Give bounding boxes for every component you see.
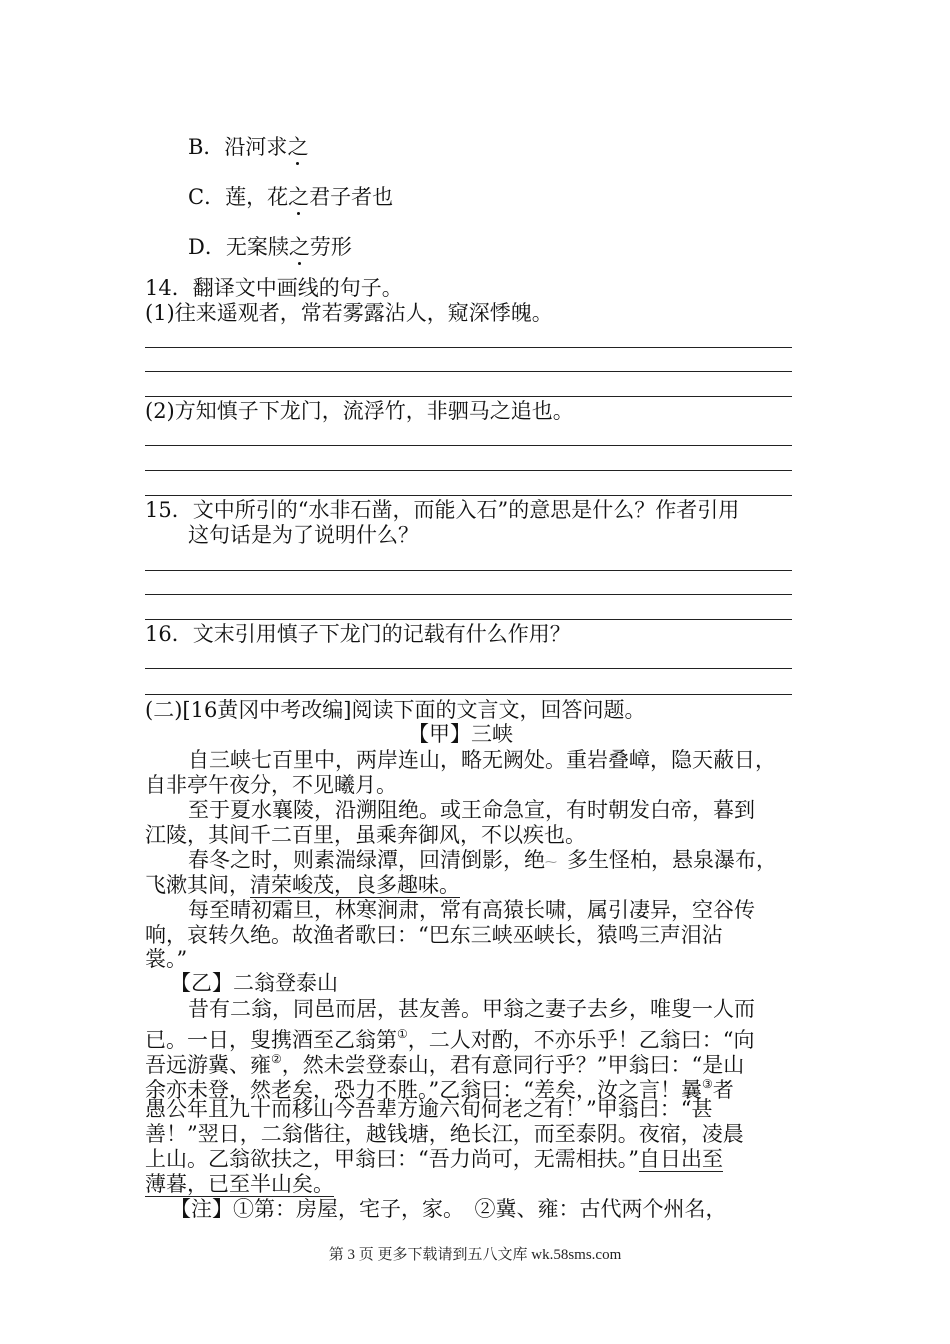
answer-line bbox=[145, 445, 792, 446]
page-footer: 第 3 页 更多下载请到五八文库 wk.58sms.com bbox=[328, 1247, 622, 1263]
passage-yi-text: 余亦未登，然老矣，恐力不胜。”乙翁曰：“差矣，汝之言！曩 bbox=[145, 1078, 702, 1102]
passage-yi-text: 上山。乙翁欲扶之，甲翁曰：“吾力尚可，无需相扶。” bbox=[145, 1147, 639, 1171]
q15-line-1: 15．文中所引的“水非石凿，而能入石”的意思是什么？作者引用 bbox=[145, 498, 740, 522]
option-d-post: 劳形 bbox=[309, 235, 352, 259]
q14-title: 14．翻译文中画线的句子。 bbox=[145, 276, 403, 300]
option-d-pre: D．无案牍 bbox=[188, 235, 289, 259]
passage-jia-text: 飞漱其间， bbox=[145, 873, 250, 897]
q14-sentence-1: (1)往来遥观者，常若雾露沾人，窥深悸魄。 bbox=[145, 301, 553, 325]
passage-yi-line: 善！”翌日，二翁偕往，越钱塘，绝长江，而至泰阴。夜宿，凌晨 bbox=[145, 1122, 744, 1146]
passage-jia-line: 江陵，其间千二百里，虽乘奔御风，不以疾也。 bbox=[145, 823, 586, 847]
passage-yi-line bbox=[145, 1146, 723, 1172]
option-d-dotted-char: 之 bbox=[288, 235, 310, 259]
passage-jia-text: 春冬之时，则素湍绿潭，回清倒影，绝 bbox=[188, 848, 545, 872]
passage-jia-line: 自非亭午夜分，不见曦月。 bbox=[145, 773, 397, 797]
footnote-ref: ③ bbox=[701, 1077, 713, 1091]
underlined-sentence: 薄暮，已至半山矣。 bbox=[145, 1172, 334, 1196]
answer-line bbox=[145, 694, 792, 695]
answer-line bbox=[145, 396, 792, 397]
option-c-dotted-char: 之 bbox=[288, 185, 310, 209]
option-b-pre: B．沿河求 bbox=[188, 135, 288, 159]
passage-yi-text: 者 bbox=[712, 1078, 734, 1102]
passage-yi-text: ，然未尝登泰山，君有意同行乎？”甲翁曰：“是山 bbox=[281, 1053, 745, 1077]
passage-jia-line bbox=[145, 872, 460, 898]
underlined-sentence: 自日出至 bbox=[638, 1147, 723, 1171]
passage-yi-title: 【乙】二翁登泰山 bbox=[170, 971, 338, 995]
annotation-note: 【注】①第：房屋，宅子，家。 ②冀、雍：古代两个州名， bbox=[170, 1197, 727, 1221]
answer-line bbox=[145, 668, 792, 669]
footnote-ref: ② bbox=[271, 1052, 282, 1066]
passage-yi-text: 吾远游冀、雍 bbox=[145, 1053, 271, 1077]
q14-sentence-2: (2)方知慎子下龙门，流浮竹，非驷马之追也。 bbox=[145, 399, 574, 423]
passage-yi-line: 昔有二翁，同邑而居，甚友善。甲翁之妻子去乡，唯叟一人而 bbox=[188, 997, 755, 1021]
passage-jia-line: 响，哀转久绝。故渔者歌曰：“巴东三峡巫峡长，猿鸣三声泪沾 bbox=[145, 923, 723, 947]
wave-mark-icon: ⁓ bbox=[545, 854, 557, 869]
underlined-sentence: 清荣峻茂，良多趣味。 bbox=[250, 873, 460, 897]
footnote-ref: ① bbox=[397, 1027, 408, 1041]
answer-line bbox=[145, 570, 792, 571]
passage-jia-line bbox=[188, 847, 777, 875]
passage-jia-line: 每至晴初霜旦，林寒涧肃，常有高猿长啸，属引凄异，空谷传 bbox=[188, 898, 755, 922]
option-c-post: 君子者也 bbox=[309, 185, 394, 209]
q16-line-1: 16．文末引用慎子下龙门的记载有什么作用？ bbox=[145, 622, 571, 646]
passage-jia-line: 裳。” bbox=[145, 947, 188, 971]
passage-yi-line bbox=[145, 1171, 334, 1197]
passage-jia-line: 自三峡七百里中，两岸连山，略无阙处。重岩叠嶂，隐天蔽日， bbox=[188, 748, 776, 772]
passage-jia-text: 多生怪柏，悬泉瀑布， bbox=[567, 848, 777, 872]
passage-yi-line: 愚公年且九十而移山今吾辈方逾六旬何老之有！”甲翁曰：“甚 bbox=[145, 1097, 713, 1121]
option-b bbox=[188, 134, 308, 160]
q15-line-2: 这句话是为了说明什么？ bbox=[188, 523, 419, 547]
option-d bbox=[188, 234, 352, 260]
option-c bbox=[188, 184, 393, 210]
answer-line bbox=[145, 371, 792, 372]
answer-line bbox=[145, 495, 792, 496]
answer-line bbox=[145, 594, 792, 595]
passage-yi-text: 已。一日，叟携酒至乙翁第 bbox=[145, 1028, 397, 1052]
option-b-dotted-char: 之 bbox=[287, 135, 309, 159]
answer-line bbox=[145, 470, 792, 471]
passage-yi-text: ，二人对酌，不亦乐乎！乙翁曰：“向 bbox=[407, 1028, 755, 1052]
answer-line bbox=[145, 619, 792, 620]
option-c-pre: C．莲，花 bbox=[188, 185, 289, 209]
passage-jia-title: 【甲】三峡 bbox=[408, 722, 513, 746]
answer-line bbox=[145, 347, 792, 348]
passage-jia-line: 至于夏水襄陵，沿溯阻绝。或王命急宣，有时朝发白帝，暮到 bbox=[188, 798, 755, 822]
section-heading: (二)[16黄冈中考改编]阅读下面的文言文，回答问题。 bbox=[145, 698, 646, 722]
